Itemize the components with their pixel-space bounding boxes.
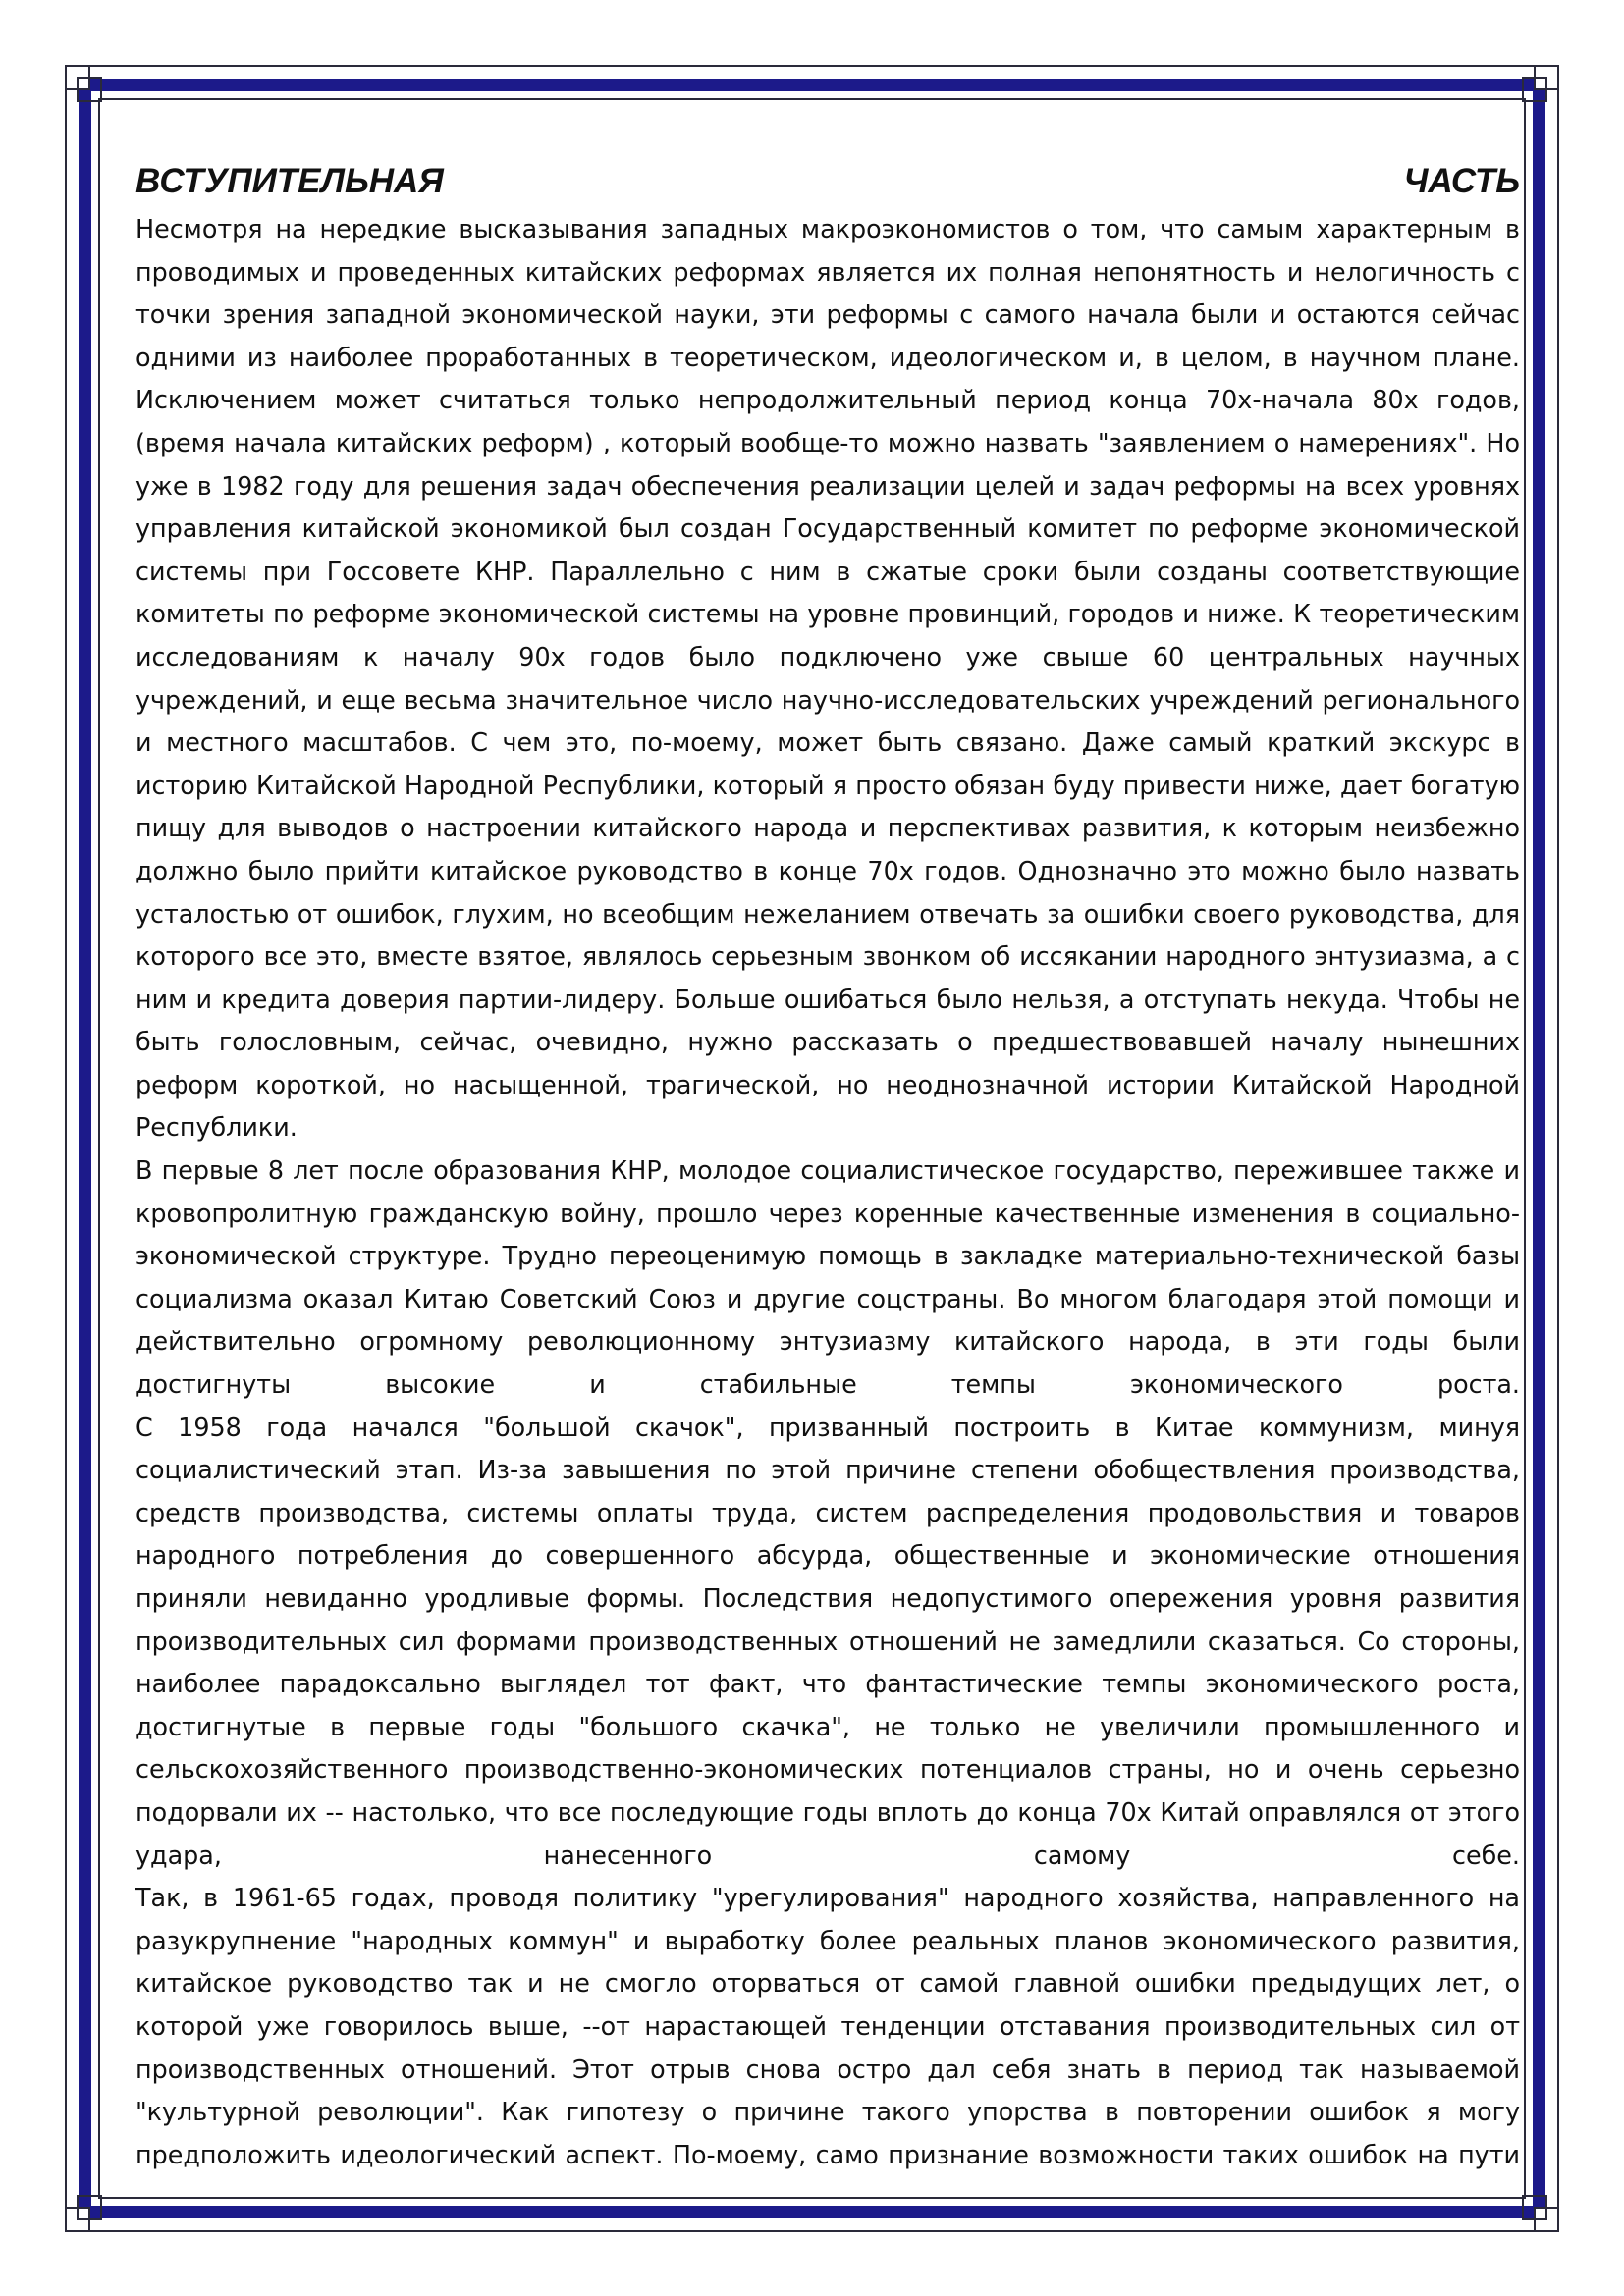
section-heading	[135, 157, 1520, 206]
corner-ornament-top-right	[1522, 65, 1559, 102]
paragraph-1: Несмотря на нередкие высказывания западных макроэкономистов о том, что самым характерным в проводимых и проведенных китайских реформах является их полная непонятность и нелогичность с точки зрения западной экономической науки, эти реформы с самого начала были и остаются сейчас одними из наиболее проработанных в теоретическом, идеологическом и, в целом, в научном плане. Исключением может считаться только непродолжительный период конца 70х-начала 80х годов, (время начала китайских реформ) , который вообще-то можно назвать "заявлением о намерениях". Но уже в 1982 году для решения задач обеспечения реализации целей и задач реформы на всех уровнях управления китайской экономикой был создан Государственный комитет по реформе экономической системы при Госсовете КНР. Параллельно с ним в сжатые сроки были созданы соответствующие комитеты по реформе экономической системы на уровне провинций, городов и ниже. К теоретическим исследованиям к началу 90х годов было подключено уже свыше 60 центральных научных учреждений, и еще весьма значительное число научно-исследовательских учреждений регионального и местного масштабов. С чем это, по-моему, может быть связано. Даже самый краткий экскурс в историю Китайской Народной Республики, который я просто обязан буду привести ниже, дает богатую пищу для выводов о настроении китайского народа и перспективах развития, к которым неизбежно должно было прийти китайское руководство в конце 70х годов. Однозначно это можно было назвать усталостью от ошибок, глухим, но всеобщим нежеланием отвечать за ошибки своего руководства, для которого все это, вместе взятое, являлось серьезным звонком об иссякании народного энтузиазма, а с ним и кредита доверия партии-лидеру. Больше ошибаться было нельзя, а отступать некуда. Чтобы не быть голословным, сейчас, очевидно, нужно рассказать о предшествовавшей началу нынешних реформ короткой, но насыщенной, трагической, но неоднозначной истории Китайской Народной Республики.	[135, 214, 1520, 1143]
heading-right: ЧАСТЬ	[1403, 162, 1520, 200]
heading-left: ВСТУПИТЕЛЬНАЯ	[135, 162, 444, 200]
corner-ornament-bottom-right	[1522, 2195, 1559, 2232]
paragraph-4: Так, в 1961-65 годах, проводя политику "урегулирования" народного хозяйства, направленного на разукрупнение "народных коммун" и выработку более реальных планов экономического развития, китайское руководство так и не смогло оторваться от самой главной ошибки предыдущих лет, о которой уже говорилось выше, --от нарастающей тенденции отставания производительных сил от производственных отношений. Этот отрыв снова остро дал себя знать в период так называемой "культурной революции". Как гипотезу о причине такого упорства в повторении ошибок я могу предположить идеологический аспект. По-моему, само признание возможности таких ошибок на пути	[135, 1883, 1520, 2169]
paragraph-3: С 1958 года начался "большой скачок", призванный построить в Китае коммунизм, минуя социалистический этап. Из-за завышения по этой причине степени обобществления производства, средств производства, системы оплаты труда, систем распределения продовольствия и товаров народного потребления до совершенного абсурда, общественные и экономические отношения приняли невиданно уродливые формы. Последствия недопустимого опережения уровня развития производительных сил формами производственных отношений не замедлили сказаться. Со стороны, наиболее парадоксально выглядел тот факт, что фантастические темпы экономического роста, достигнутые в первые годы "большого скачка", не только не увеличили промышленного и сельскохозяйственного производственно-экономических потенциалов страны, но и очень серьезно подорвали их -- настолько, что все последующие годы вплоть до конца 70х Китай оправлялся от этого удара, нанесенного самому себе.	[135, 1412, 1520, 1870]
document-body	[135, 157, 1520, 2176]
paragraph-2: В первые 8 лет после образования КНР, молодое социалистическое государство, пережившее также и кровопролитную гражданскую войну, прошло через коренные качественные изменения в социально-экономической структуре. Трудно переоценимую помощь в закладке материально-технической базы социализма оказал Китаю Советский Союз и другие соцстраны. Во многом благодаря этой помощи и действительно огромному революционному энтузиазму китайского народа, в эти годы были достигнуты высокие и стабильные темпы экономического роста.	[135, 1155, 1520, 1400]
corner-ornament-bottom-left	[65, 2195, 102, 2232]
corner-ornament-top-left	[65, 65, 102, 102]
